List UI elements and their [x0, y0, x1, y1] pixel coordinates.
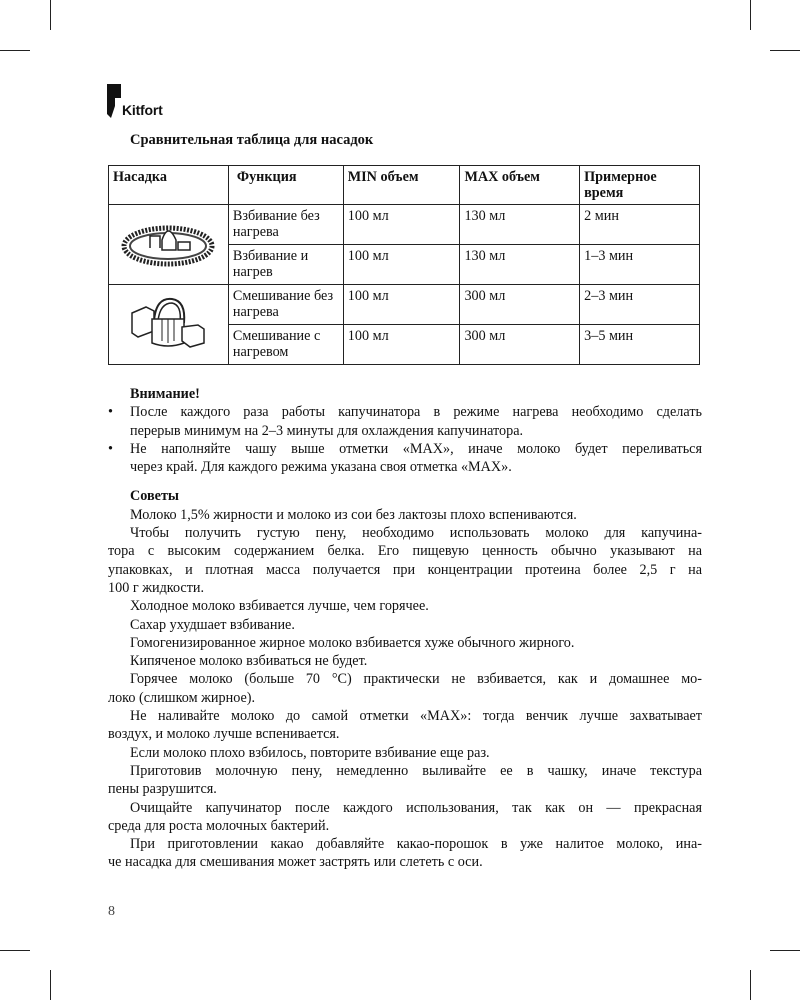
cell-time: 1–3 мин — [580, 245, 700, 285]
tips-list — [108, 506, 702, 872]
bullet-item — [108, 403, 702, 440]
table-row — [109, 285, 700, 325]
header-function: Функция — [228, 166, 343, 205]
text-line: Чтобы получить густую пену, необходимо использовать молоко для капучина- — [130, 525, 702, 542]
body-text — [108, 385, 702, 872]
tip-paragraph — [108, 744, 702, 762]
bullet-icon: • — [108, 404, 113, 421]
text-line: Приготовив молочную пену, немедленно выливайте ее в чашку, иначе текстура — [130, 762, 702, 779]
table-title: Сравнительная таблица для насадок — [130, 132, 374, 148]
cell-max: 130 мл — [460, 205, 580, 245]
tip-paragraph — [108, 597, 702, 615]
header-min: MIN объем — [343, 166, 460, 205]
attention-list — [108, 403, 702, 476]
tip-paragraph — [108, 762, 702, 799]
text-line: локо (слишком жирное). — [108, 689, 256, 706]
text-line: 100 г жидкости. — [108, 579, 205, 596]
crop-mark — [750, 970, 751, 1000]
text-line: Не наливайте молоко до самой отметки «MAX»: тогда венчик лучше захватывает — [130, 708, 702, 725]
attention-heading: Внимание! — [130, 386, 200, 402]
page-number: 8 — [108, 904, 115, 919]
cell-time: 3–5 мин — [580, 325, 700, 365]
tip-paragraph — [108, 652, 702, 670]
text-line: через край. Для каждого режима указана своя отметка «MAX». — [130, 459, 512, 476]
text-line: Холодное молоко взбивается лучше, чем горячее. — [130, 598, 429, 615]
text-line: перерыв минимум на 2–3 минуты для охлаждения капучинатора. — [130, 422, 524, 439]
text-line: Горячее молоко (больше 70 °C) практически не взбивается, как и домашнее мо- — [130, 671, 702, 688]
bullet-icon: • — [108, 440, 113, 457]
cell-function: Смешивание с нагревом — [228, 325, 343, 365]
cell-max: 300 мл — [460, 285, 580, 325]
cell-min: 100 мл — [343, 245, 460, 285]
text-line: че насадка для смешивания может застрять или слететь с оси. — [108, 854, 483, 871]
text-line: Гомогенизированное жирное молоко взбивается хуже обычного жирного. — [130, 634, 575, 651]
cell-function: Смешивание без нагрева — [228, 285, 343, 325]
cell-function: Взбивание и нагрев — [228, 245, 343, 285]
brand-name: Kitfort — [122, 102, 163, 118]
header-time: Примерное время — [580, 166, 700, 205]
header-max: MAX объем — [460, 166, 580, 205]
whisk-icon — [120, 218, 216, 268]
cell-max: 300 мл — [460, 325, 580, 365]
crop-mark — [750, 0, 751, 30]
table-row — [109, 205, 700, 245]
mixer-icon — [128, 291, 208, 355]
cell-time: 2 мин — [580, 205, 700, 245]
crop-mark — [50, 0, 51, 30]
tip-paragraph — [108, 506, 702, 524]
text-line: Не наполняйте чашу выше отметки «MAX», иначе молоко будет переливаться — [130, 440, 702, 457]
tip-paragraph — [108, 707, 702, 744]
crop-mark — [0, 950, 30, 951]
cell-max: 130 мл — [460, 245, 580, 285]
tip-paragraph — [108, 835, 702, 872]
text-line: Очищайте капучинатор после каждого использования, так как он — прекрасная — [130, 799, 702, 816]
text-line: Сахар ухудшает взбивание. — [130, 616, 295, 633]
text-line: После каждого раза работы капучинатора в режиме нагрева необходимо сделать — [130, 404, 702, 421]
tip-paragraph — [108, 524, 702, 597]
crop-mark — [0, 50, 30, 51]
tip-paragraph — [108, 670, 702, 707]
bullet-item — [108, 440, 702, 477]
cell-function: Взбивание без нагрева — [228, 205, 343, 245]
text-line: При приготовлении какао добавляйте какао-порошок в уже налитое молоко, ина- — [130, 836, 702, 853]
text-line: упаковках, и плотная масса получается при концентрации протеина более 2,5 г на — [108, 561, 702, 578]
text-line: Если молоко плохо взбилось, повторите взбивание еще раз. — [130, 744, 490, 761]
tip-paragraph — [108, 799, 702, 836]
attachments-table — [108, 165, 700, 365]
text-line: Кипяченое молоко взбиваться не будет. — [130, 653, 368, 670]
text-line: Молоко 1,5% жирности и молоко из сои без лактозы плохо вспениваются. — [130, 506, 577, 523]
header-attachment: Насадка — [109, 166, 229, 205]
tip-paragraph — [108, 616, 702, 634]
cell-time: 2–3 мин — [580, 285, 700, 325]
text-line: тора с высоким содержанием белка. Его пищевую ценность обычно указывают на — [108, 543, 702, 560]
cell-min: 100 мл — [343, 285, 460, 325]
text-line: пены разрушится. — [108, 781, 217, 798]
mixer-attachment-image — [109, 285, 229, 365]
crop-mark — [770, 950, 800, 951]
cell-min: 100 мл — [343, 325, 460, 365]
tip-paragraph — [108, 634, 702, 652]
crop-mark — [50, 970, 51, 1000]
cell-min: 100 мл — [343, 205, 460, 245]
crop-mark — [770, 50, 800, 51]
whisk-attachment-image — [109, 205, 229, 285]
text-line: воздух, и молоко лучше вспенивается. — [108, 726, 340, 743]
tips-heading: Советы — [130, 488, 179, 505]
text-line: среда для роста молочных бактерий. — [108, 817, 330, 834]
table-header-row — [109, 166, 700, 205]
